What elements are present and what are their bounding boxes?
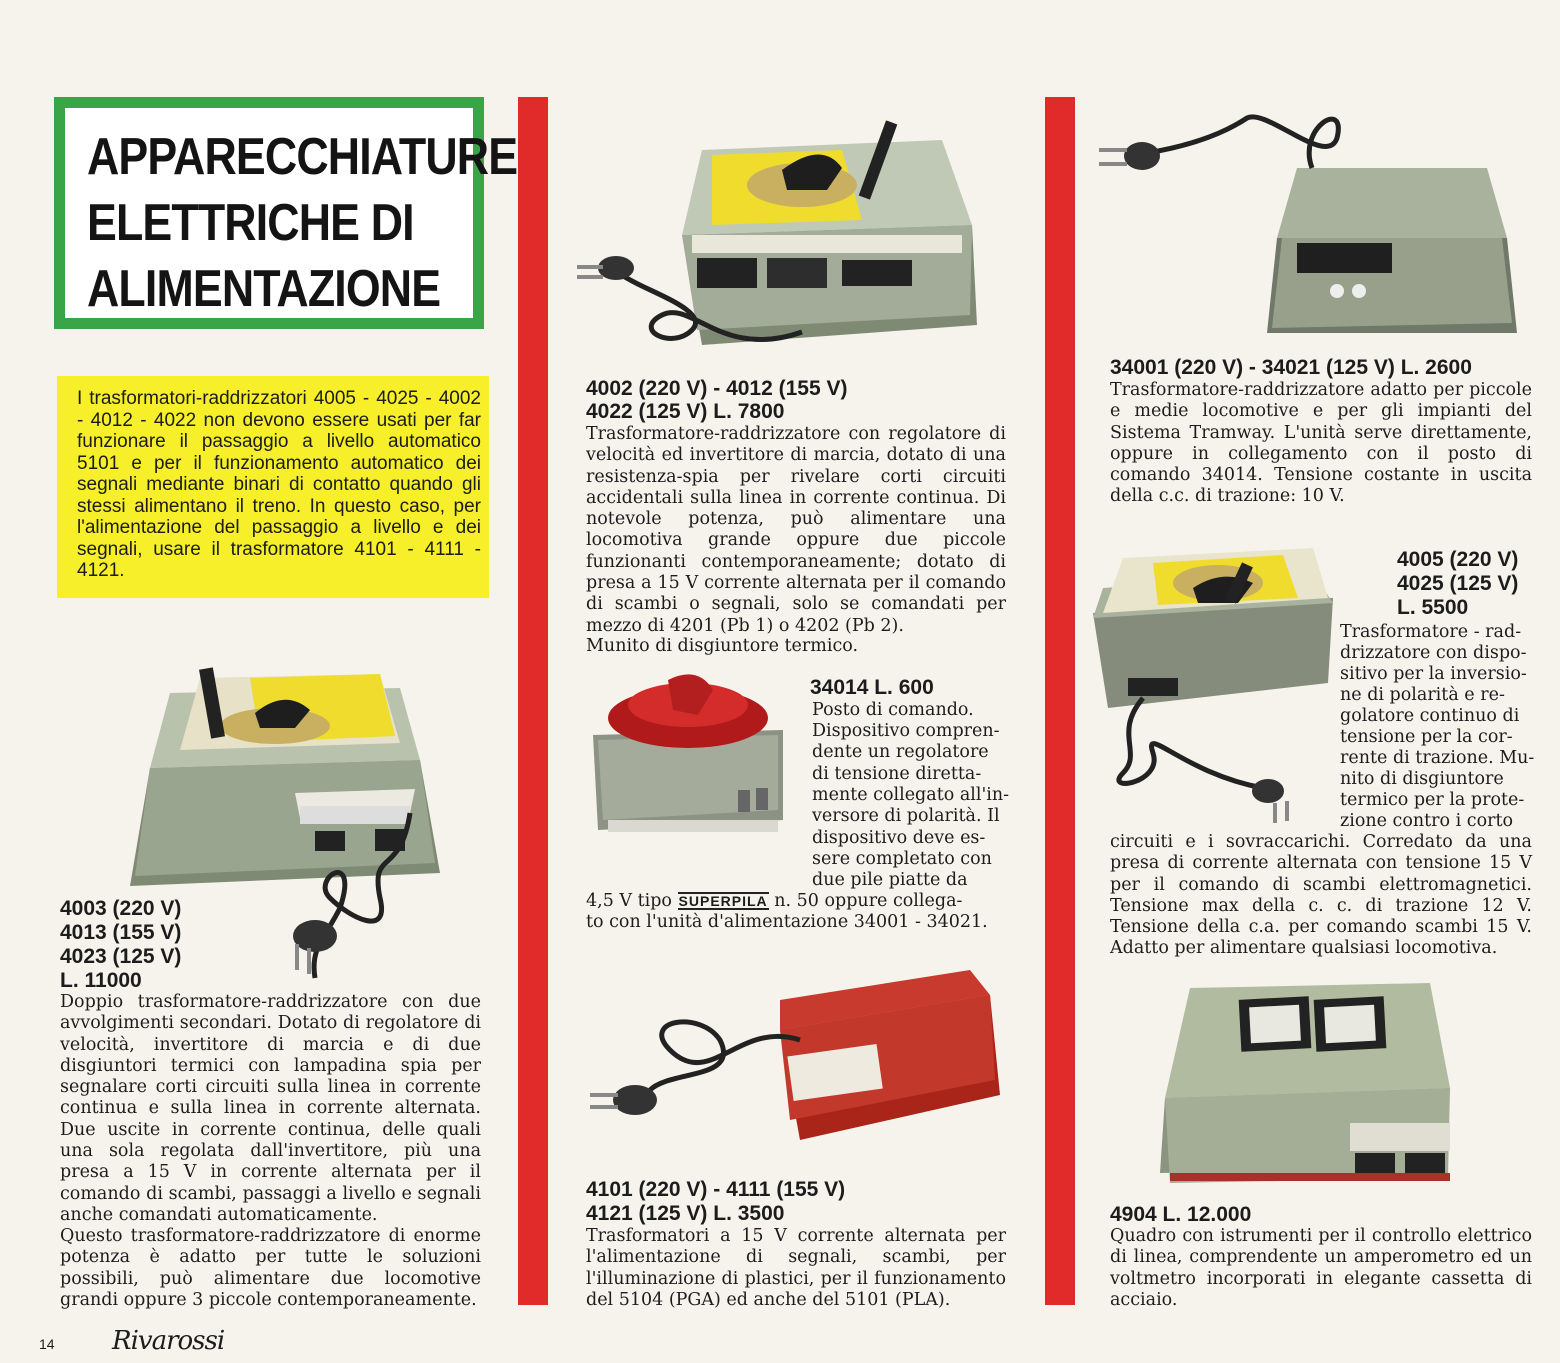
product-4904-description: Quadro con istrumenti per il controllo elettrico di linea, comprendente un amperometro ed un voltmetro incorporati in elegante cassetta di acciaio. <box>1110 1226 1532 1310</box>
product-4005-code-1: 4005 (220 V) <box>1397 548 1519 571</box>
notice-box <box>57 376 489 598</box>
product-34014-tail-after: n. 50 oppure collega- <box>774 891 963 911</box>
product-4005-line-8: nito di disgiuntore <box>1340 769 1504 789</box>
product-4003-price: L. 11000 <box>60 969 142 992</box>
product-4005-line-1: Trasformatore - rad- <box>1340 622 1522 642</box>
product-34014-line-4: di tensione diretta- <box>812 764 982 784</box>
product-4005-line-2: drizzatore con dispo- <box>1340 643 1527 663</box>
red-divider-right <box>1045 97 1075 1305</box>
title-box <box>54 97 518 329</box>
product-4002-description-2: Munito di disgiuntore termico. <box>586 636 859 656</box>
product-34014-line-5: mente collegato all'in- <box>812 785 1010 805</box>
product-4101-code-1: 4101 (220 V) - 4111 (155 V) <box>586 1178 846 1201</box>
product-4003-description: Doppio trasformatore-raddrizzatore con due avvolgimenti secondari. Dotato di regolatore di velocità, invertitore di marcia e di due disgiuntori termici con lampadina spia per segnalare corti circuiti sulla linea in corrente continua e sulla linea in corrente alternata. Due uscite in corrente continua, delle quali una sola regolata dall'invertitore, più una presa a 15 V in corrente alternata per il comando di scambi, passaggi a livello e segnali anche comandati automaticamente. <box>60 992 481 1225</box>
product-4003-code-2: 4013 (155 V) <box>60 921 182 944</box>
brand-logo: Rivarossi <box>112 1326 225 1356</box>
product-34014-line-7: dispositivo deve es- <box>812 828 986 848</box>
product-34001-description: Trasformatore-raddrizzatore adatto per piccole e medie locomotive e per gli impianti del Sistema Tramway. L'unità serve direttamente, oppure in collegamento con il posto di comando 34014. Tensione costante in uscita della c.c. di trazione: 10 V. <box>1110 380 1532 507</box>
product-4002-code-2: 4022 (125 V) L. 7800 <box>586 400 785 423</box>
product-4101-description: Trasformatori a 15 V corrente alternata per l'alimentazione di segnali, scambi, per l'illuminazione di plastici, per il funzionamento del 5104 (PGA) ed anche del 5101 (PLA). <box>586 1226 1006 1310</box>
product-4005-line-6: tensione per la cor- <box>1340 727 1513 747</box>
product-4002-code-1: 4002 (220 V) - 4012 (155 V) <box>586 377 848 400</box>
product-4005-line-10: zione contro i corto <box>1340 811 1514 831</box>
product-34014-line-9: due pile piatte da <box>812 870 968 890</box>
transformer-4002-photo <box>572 100 992 370</box>
product-34001-code: 34001 (220 V) - 34021 (125 V) L. 2600 <box>1110 356 1472 379</box>
control-post-34014-photo <box>588 660 798 850</box>
page-number: 14 <box>39 1336 55 1352</box>
product-4003-code-3: 4023 (125 V) <box>60 945 182 968</box>
product-34014-code: 34014 L. 600 <box>810 676 934 699</box>
superpila-logo: SUPERPILA <box>678 893 768 909</box>
product-4003-code-1: 4003 (220 V) <box>60 897 182 920</box>
product-34014-last-line: to con l'unità d'alimentazione 34001 - 34021. <box>586 912 988 932</box>
product-4005-price: L. 5500 <box>1397 596 1469 619</box>
product-34014-line-2: Dispositivo compren- <box>812 721 1000 741</box>
product-4005-line-7: rente di trazione. Mu- <box>1340 748 1535 768</box>
title-line-1: APPARECCHIATURE <box>87 128 518 186</box>
transformer-4101-photo <box>590 960 1005 1175</box>
product-4003-description-2: Questo trasformatore-raddrizzatore di enorme potenza è adatto per tutte le soluzioni possibili, può alimentare due locomotive grandi oppure 3 piccole contemporaneamente. <box>60 1226 481 1310</box>
title-line-3: ALIMENTAZIONE <box>87 260 441 318</box>
product-34014-tail-before: 4,5 V tipo <box>586 891 672 911</box>
meter-panel-4904-photo <box>1150 968 1460 1190</box>
red-divider-left <box>518 97 548 1305</box>
product-4005-line-3: sitivo per la inversio- <box>1340 664 1527 684</box>
product-4002-description: Trasformatore-raddrizzatore con regolatore di velocità ed invertitore di marcia, dotato di una resistenza-spia per rivelare corti circuiti accidentali sulla linea in corrente continua. Di notevole potenza, può alimentare una locomotiva grande oppure due piccole funzionanti contemporaneamente; dotato di presa a 15 V corrente alternata per il comando di scambi o segnali, solo se comandati per mezzo di 4201 (Pb 1) o 4202 (Pb 2). <box>586 424 1006 636</box>
product-34014-line-8: sere completato con <box>812 849 992 869</box>
product-4005-line-9: termico per la prote- <box>1340 790 1525 810</box>
product-4101-code-2: 4121 (125 V) L. 3500 <box>586 1202 785 1225</box>
product-34014-tail-line <box>586 891 962 912</box>
notice-text: I trasformatori-raddrizzatori 4005 - 4025 - 4002 - 4012 - 4022 non devono essere usati per far funzionare il passaggio a livello automatico 5101 e per il funzionamento automatico dei segnali mediante binari di contatto quando gli stessi alimentano il treno. In questo caso, per l'alimentazione del passaggio a livello e dei segnali, usare il trasformatore 4101 - 4111 - 4121. <box>77 388 481 581</box>
product-4005-line-5: golatore continuo di <box>1340 706 1520 726</box>
title-line-2: ELETTRICHE DI <box>87 194 414 252</box>
transformer-4005-photo <box>1083 543 1338 823</box>
transformer-34001-photo <box>1097 88 1527 348</box>
product-34014-line-6: versore di polarità. Il <box>812 806 1000 826</box>
product-4005-line-4: ne di polarità e re- <box>1340 685 1505 705</box>
product-4005-description-rest: circuiti e i sovraccarichi. Corredato da una presa di corrente alternata con tensione 15 V per il comando di scambi elettromagnetici. Tensione max della c. c. di trazione 12 V. Tensione della c.a. per comando scambi 15 V. Adatto per alimentare qualsiasi locomotiva. <box>1110 832 1532 959</box>
product-4005-code-2: 4025 (125 V) <box>1397 572 1519 595</box>
product-34014-line-1: Posto di comando. <box>812 700 974 720</box>
product-4904-code: 4904 L. 12.000 <box>1110 1203 1252 1226</box>
product-34014-line-3: dente un regolatore <box>812 742 989 762</box>
